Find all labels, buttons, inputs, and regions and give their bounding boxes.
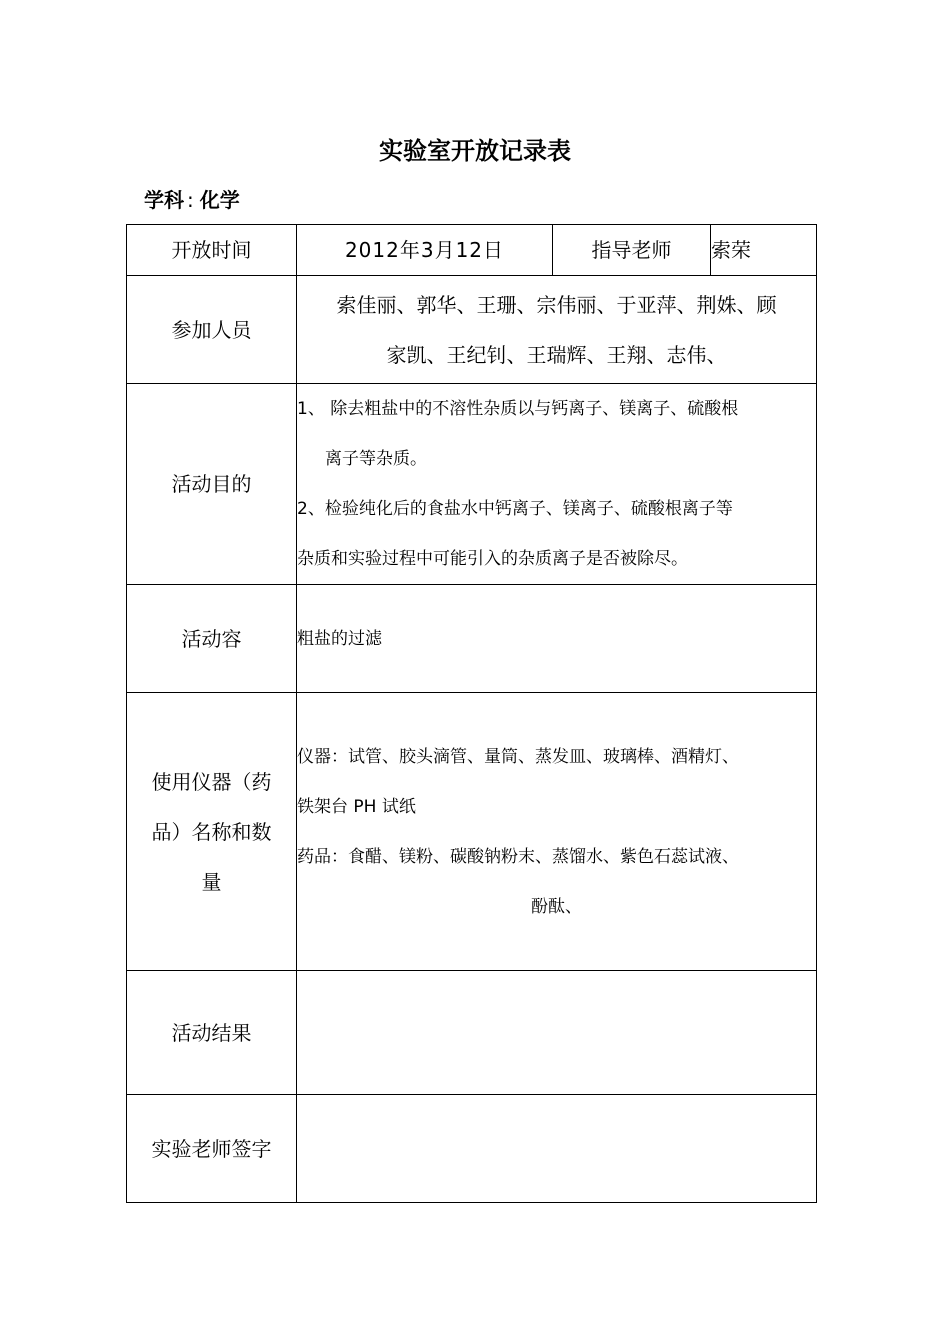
row-purpose bbox=[127, 384, 817, 585]
page-title: 实验室开放记录表 bbox=[379, 137, 571, 165]
open-time-label: 开放时间 bbox=[127, 225, 297, 276]
equipment-line: 酚酞、 bbox=[531, 896, 582, 917]
subject-line bbox=[144, 184, 240, 216]
equipment-line: 铁架台 PH 试纸 bbox=[297, 796, 416, 817]
equipment-line: 仪器：试管、胶头滴管、量筒、蒸发皿、玻璃棒、酒精灯、 bbox=[297, 746, 739, 767]
content-value: 粗盐的过滤 bbox=[297, 585, 817, 693]
teacher-label: 指导老师 bbox=[553, 225, 711, 276]
equipment-line: 药品：食醋、镁粉、碳酸钠粉末、蒸馏水、紫色石蕊试液、 bbox=[297, 846, 739, 867]
record-table bbox=[126, 224, 817, 1203]
purpose-label: 活动目的 bbox=[127, 384, 297, 585]
participants-label: 参加人员 bbox=[127, 276, 297, 384]
participants-line: 索佳丽、郭华、王珊、宗伟丽、于亚萍、荆姝、顾 bbox=[336, 292, 777, 317]
teacher-value: 索荣 bbox=[711, 225, 817, 276]
row-open-time bbox=[127, 225, 817, 276]
result-label: 活动结果 bbox=[127, 971, 297, 1095]
subject-colon: : bbox=[187, 188, 194, 212]
subject-value: 化学 bbox=[199, 188, 240, 212]
signature-label: 实验老师签字 bbox=[127, 1095, 297, 1203]
result-value bbox=[297, 971, 817, 1095]
row-content bbox=[127, 585, 817, 693]
purpose-line: 离子等杂质。 bbox=[325, 449, 427, 469]
participants-value bbox=[297, 276, 817, 384]
equipment-label-line: 品）名称和数 bbox=[151, 819, 272, 844]
equipment-label-line: 量 bbox=[201, 869, 222, 894]
equipment-label bbox=[127, 693, 297, 971]
open-time-value bbox=[297, 225, 553, 276]
purpose-line: 2、检验纯化后的食盐水中钙离子、镁离子、硫酸根离子等 bbox=[297, 499, 733, 519]
equipment-label-line: 使用仪器（药 bbox=[151, 769, 272, 794]
subject-label: 学科 bbox=[144, 188, 184, 212]
signature-value bbox=[297, 1095, 817, 1203]
purpose-line: 杂质和实验过程中可能引入的杂质离子是否被除尽。 bbox=[297, 549, 688, 569]
purpose-value bbox=[297, 384, 817, 585]
purpose-line: 1、 除去粗盐中的不溶性杂质以与钙离子、镁离子、硫酸根 bbox=[297, 399, 739, 419]
open-time-text: 2012年3月12日 bbox=[344, 238, 505, 262]
row-participants bbox=[127, 276, 817, 384]
row-signature bbox=[127, 1095, 817, 1203]
equipment-value bbox=[297, 693, 817, 971]
row-equipment bbox=[127, 693, 817, 971]
participants-line: 家凯、王纪钊、王瑞辉、王翔、志伟、 bbox=[386, 342, 727, 367]
row-result bbox=[127, 971, 817, 1095]
content-label: 活动容 bbox=[127, 585, 297, 693]
